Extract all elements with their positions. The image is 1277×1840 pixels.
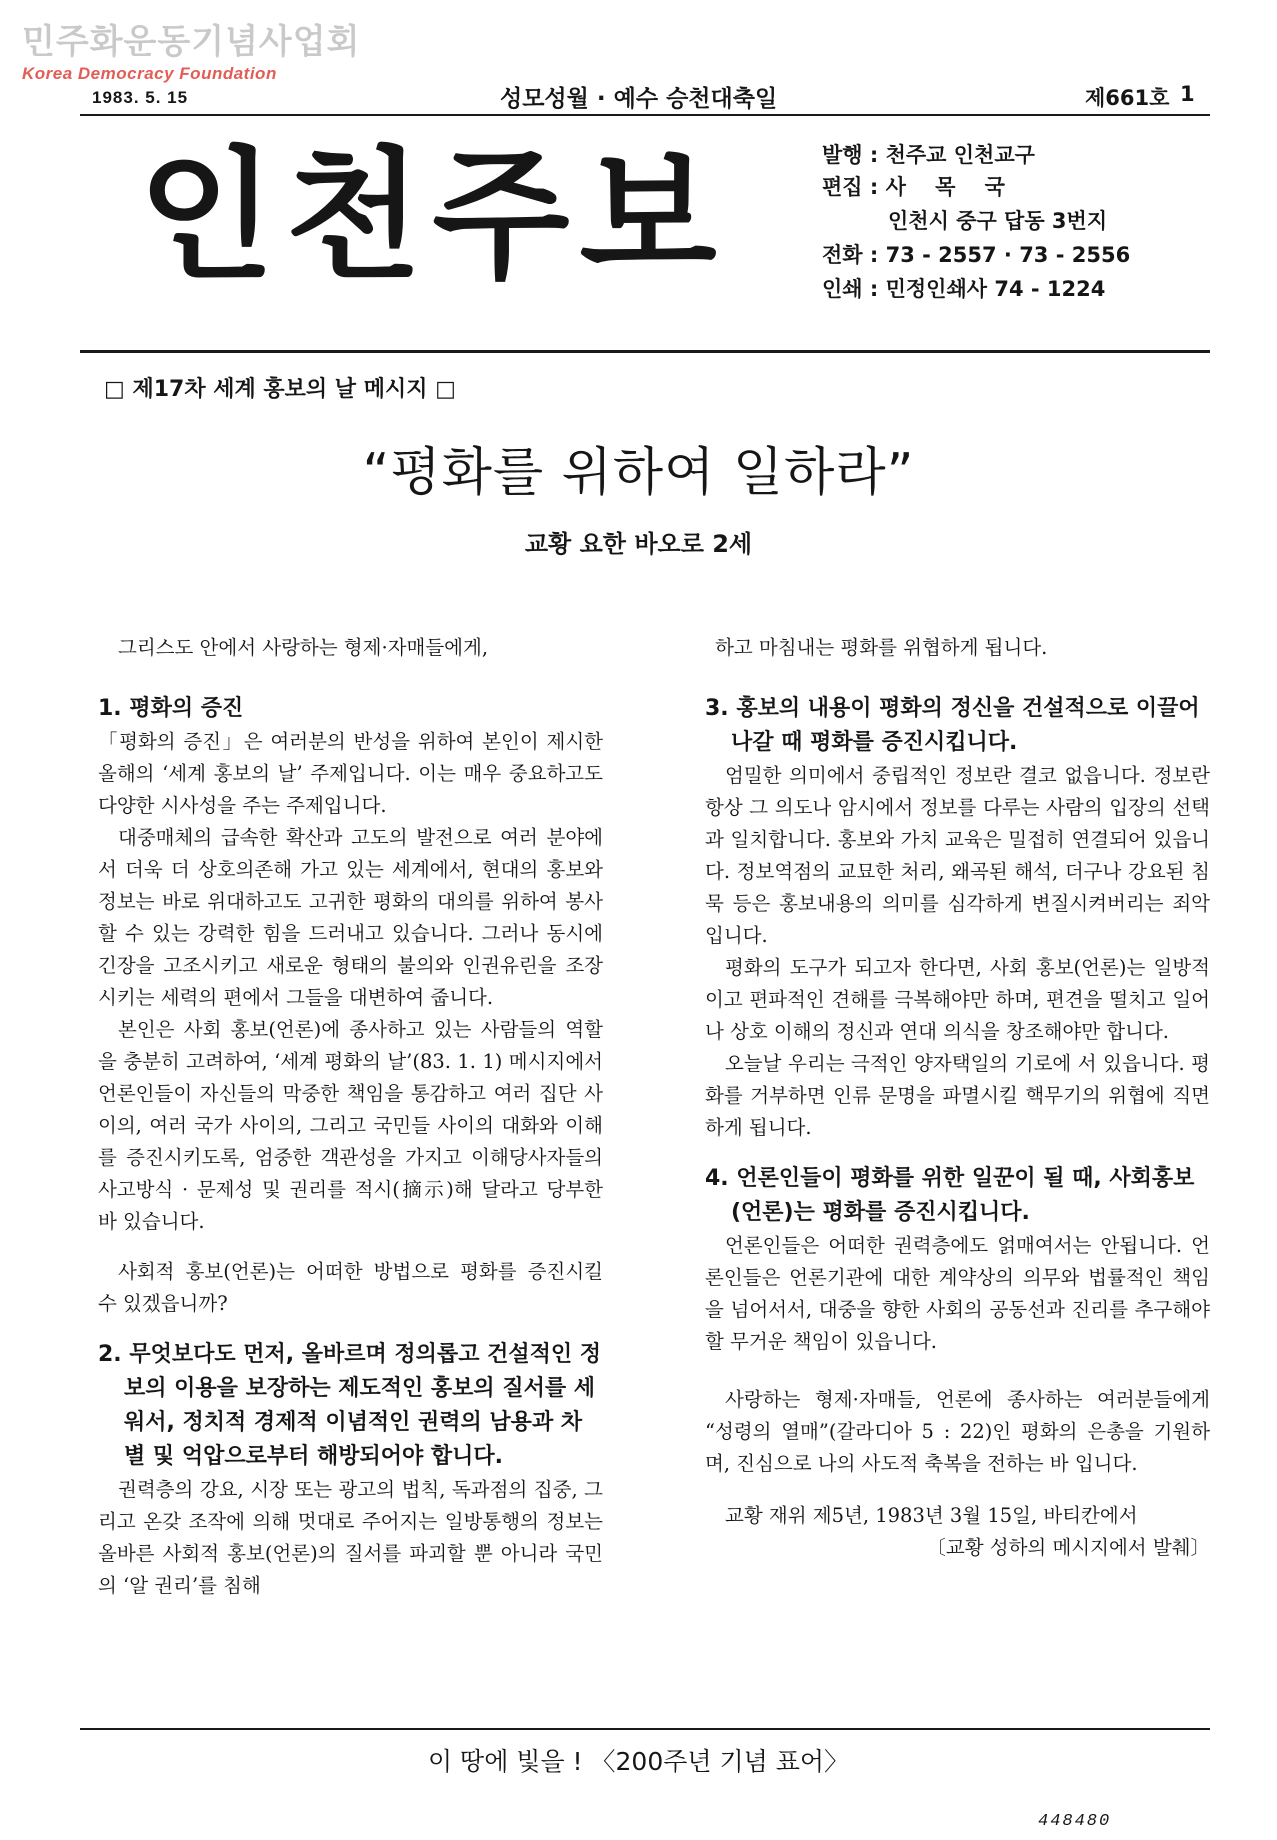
issue-number: 제661호: [1085, 86, 1170, 110]
footer-slogan: 이 땅에 빛을 ! 〈200주년 기념 표어〉: [427, 1747, 850, 1776]
source-note: 〔교황 성하의 메시지에서 발췌〕: [926, 1536, 1210, 1559]
left-column: [98, 632, 603, 1602]
paragraph: 대중매체의 급속한 확산과 고도의 발전으로 여러 분야에서 더욱 더 상호의존해 가고 있는 세계에서, 현대의 홍보와 정보는 바로 위대하고도 고귀한 평화의 대의를 위하여 봉사할 수 있는 강력한 힘을 드러내고 있습니다. 그러나 동시에 긴장을 고조시키고 새로운 형태의 불의와 인권유린을 조장시키는 세력의 편에서 그들을 대변하여 줍니다.: [98, 826, 603, 1009]
paragraph: 본인은 사회 홍보(언론)에 종사하고 있는 사람들의 역할을 충분히 고려하여, ‘세계 평화의 날’(83. 1. 1) 메시지에서 언론인들이 자신들의 막중한 책임을 통감하고 여러 집단 사이의, 여러 국가 사이의, 그리고 국민들 사이의 대화와 이해를 증진시키도록, 엄중한 객관성을 가지고 이해당사자들의 사고방식 · 문제성 및 권리를 적시(摘示)해 달라고 당부한 바 있습니다.: [98, 1018, 603, 1233]
feast-title: 성모성월 · 예수 승천대축일: [500, 86, 778, 112]
publisher-line: 발행 : 천주교 인천교구: [822, 143, 1035, 167]
editor-line: 편집 : 사 목 국: [822, 175, 1005, 199]
masthead-title: 인천주보: [138, 133, 727, 299]
paragraph: 권력층의 강요, 시장 또는 광고의 법칙, 독과점의 집중, 그리고 온갖 조작에 의해 멋대로 주어지는 일방통행의 정보는 올바른 사회적 홍보(언론)의 질서를 파괴할 뿐 아니라 국민의 ‘알 권리’를 침해: [98, 1478, 603, 1597]
paragraph: 오늘날 우리는 극적인 양자택일의 기로에 서 있읍니다. 평화를 거부하면 인류 문명을 파멸시킬 핵무기의 위협에 직면하게 됩니다.: [705, 1052, 1210, 1139]
page-number: 1: [1180, 82, 1195, 106]
paragraph: 엄밀한 의미에서 중립적인 정보란 결코 없읍니다. 정보란 항상 그 의도나 암시에서 정보를 다루는 사람의 입장의 선택과 일치합니다. 홍보와 가치 교육은 밀접히 연결되어 있읍니다. 정보역점의 교묘한 처리, 왜곡된 해석, 더구나 강요된 침묵 등은 홍보내용의 의미를 심각하게 변질시켜버리는 죄악입니다.: [705, 764, 1210, 947]
paragraph: 사회적 홍보(언론)는 어떠한 방법으로 평화를 증진시킬 수 있겠읍니까?: [98, 1260, 603, 1315]
box-title: □ 제17차 세계 홍보의 날 메시지 □: [104, 377, 456, 402]
paragraph: 평화의 도구가 되고자 한다면, 사회 홍보(언론)는 일방적이고 편파적인 견해를 극복해야만 하며, 편견을 떨치고 일어나 상호 이해의 정신과 연대 의식을 창조해야만 합니다.: [705, 956, 1210, 1043]
watermark-english: Korea Democracy Foundation: [22, 64, 277, 83]
right-column: [705, 632, 1210, 1564]
byline: 교황 요한 바오로 2세: [524, 530, 753, 558]
paragraph: 언론인들은 어떠한 권력층에도 얽매여서는 안됩니다. 언론인들은 언론기관에 대한 계약상의 의무와 법률적인 책임을 넘어서서, 대중을 향한 사회의 공동선과 진리를 추구해야 할 무거운 책임이 있읍니다.: [705, 1234, 1210, 1353]
watermark-korean: 민주화운동기념사업회: [22, 22, 361, 62]
section-heading-2: 2. 무엇보다도 먼저, 올바르며 정의롭고 건설적인 정보의 이용을 보장하는 제도적인 홍보의 질서를 세워서, 정치적 경제적 이념적인 권력의 남용과 차별 및 억압으로부터 해방되어야 합니다.: [98, 1342, 602, 1469]
archive-serial: 448480: [1038, 1812, 1112, 1831]
footer-divider: [80, 1728, 1210, 1730]
greeting: 그리스도 안에서 사랑하는 형제·자매들에게,: [118, 636, 489, 659]
signoff-date: 교황 재위 제5년, 1983년 3월 15일, 바티칸에서: [725, 1504, 1138, 1527]
section-heading-1: 1. 평화의 증진: [98, 696, 244, 721]
phone-line: 전화 : 73 - 2557 · 73 - 2556: [822, 243, 1131, 267]
headline: “평화를 위하여 일하라”: [362, 443, 915, 503]
section-heading-3: 3. 홍보의 내용이 평화의 정신을 건설적으로 이끌어 나갈 때 평화를 증진시킵니다.: [705, 696, 1200, 755]
section-heading-4: 4. 언론인들이 평화를 위한 일꾼이 될 때, 사회홍보(언론)는 평화를 증진시킵니다.: [705, 1166, 1195, 1225]
paragraph-continued: 하고 마침내는 평화를 위협하게 됩니다.: [715, 636, 1048, 659]
issue-date: 1983. 5. 15: [92, 88, 189, 107]
header-divider: [80, 114, 1210, 116]
printer-line: 인쇄 : 민정인쇄사 74 - 1224: [822, 277, 1106, 301]
closing-paragraph: 사랑하는 형제·자매들, 언론에 종사하는 여러분들에게 “성령의 열매”(갈라디아 5 : 22)인 평화의 은총을 기원하며, 진심으로 나의 사도적 축복을 전하는 바 입니다.: [705, 1388, 1210, 1475]
address-line: 인천시 중구 답동 3번지: [888, 209, 1108, 233]
paragraph: 「평화의 증진」은 여러분의 반성을 위하여 본인이 제시한 올해의 ‘세계 홍보의 날’ 주제입니다. 이는 매우 중요하고도 다양한 시사성을 주는 주제입니다.: [98, 730, 603, 817]
masthead-divider: [80, 350, 1210, 353]
